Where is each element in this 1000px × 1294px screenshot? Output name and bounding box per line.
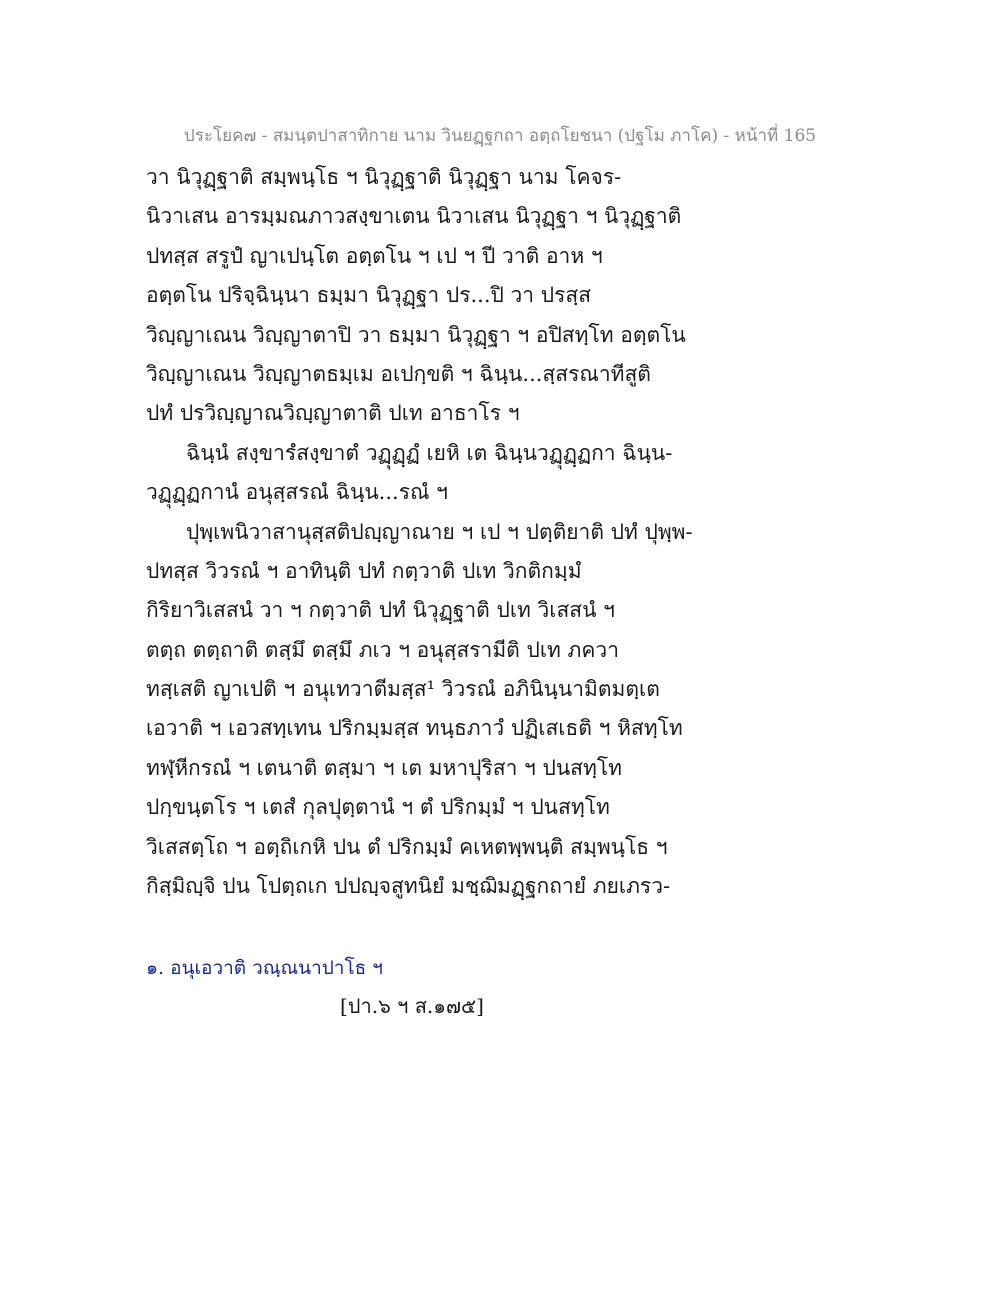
text-line-paragraph-start: ปุพฺเพนิวาสานุสฺสติปญฺญาณาย ฯ เป ฯ ปตฺติยาติ ปทํ ปุพฺพ- bbox=[186, 519, 693, 544]
text-line: ปทสฺส สรูปํ ญาเปนฺโต อตฺตโน ฯ เป ฯ ปี วาติ อาห ฯ bbox=[146, 243, 603, 268]
text-line: ทสฺเสติ ญาเปติ ฯ อนุเทวาตีมสฺส¹ วิวรณํ อภินินฺนามิตมตฺเต bbox=[146, 677, 660, 702]
footnote: ๑. อนุเอวาติ วณฺณนาปาโธ ฯ bbox=[146, 957, 383, 979]
text-line: กิสฺมิญฺจิ ปน โปตฺถเก ปปญฺจสูทนิยํ มชฺฌิมฏฺฐกถายํ ภยเภรว- bbox=[146, 874, 671, 899]
text-line: ปทํ ปรวิญฺญาณวิญฺญาตาติ ปเท อาธาโร ฯ bbox=[146, 401, 520, 426]
text-line: นิวาเสน อารมฺมณภาวสงฺขาเตน นิวาเสน นิวุฏฺฐา ฯ นิวุฏฺฐาติ bbox=[146, 204, 682, 229]
text-line: วิญฺญาเณน วิญฺญาตาปิ วา ธมฺมา นิวุฏฺฐา ฯ อปิสทฺโท อตฺตโน bbox=[146, 322, 686, 347]
text-line: วิเสสตฺโถ ฯ อตฺถิเกหิ ปน ตํ ปริกมฺมํ คเหตพฺพนฺติ สมฺพนฺโธ ฯ bbox=[146, 834, 668, 859]
page-header: ประโยค๗ - สมนฺตปาสาทิกาย นาม วินยฏฺฐกถา อตฺถโยชนา (ปฐโม ภาโค) - หน้าที่ 165 bbox=[183, 126, 817, 146]
text-line: ปทสฺส วิวรณํ ฯ อาทินฺติ ปทํ กตฺวาติ ปเท วิกติกมฺมํ bbox=[146, 558, 582, 583]
text-line: ทฬฺหีกรณํ ฯ เตนาติ ตสฺมา ฯ เต มหาปุริสา ฯ ปนสทฺโท bbox=[146, 755, 622, 780]
text-line: วิญฺญาเณน วิญฺญาตธมฺเม อเปกฺขติ ฯ ฉินฺน...สฺสรณาทีสูติ bbox=[146, 361, 651, 386]
text-line: เอวาติ ฯ เอวสทฺเทน ปริกมฺมสฺส ทนฺธภาวํ ปฏิเสเธติ ฯ หิสทฺโท bbox=[146, 716, 683, 741]
text-line: กิริยาวิเสสนํ วา ฯ กตฺวาติ ปทํ นิวุฏฺฐาติ ปเท วิเสสนํ ฯ bbox=[146, 598, 615, 623]
text-line: ตตฺถ ตตฺถาติ ตสฺมึ ตสฺมึ ภเว ฯ อนุสฺสรามีติ ปเท ภควา bbox=[146, 637, 619, 662]
text-line: วฏุฏฺฏกานํ อนุสฺสรณํ ฉินฺน...รณํ ฯ bbox=[146, 480, 448, 505]
text-line: อตฺตโน ปริจฺฉินฺนา ธมฺมา นิวุฏฺฐา ปร...ปิ วา ปรสฺส bbox=[146, 283, 592, 308]
page-reference: [ปา.๖ ฯ ส.๑๗๕] bbox=[340, 994, 484, 1018]
text-line: วา นิวุฏฺฐาติ สมฺพนฺโธ ฯ นิวุฏฺฐาติ นิวุฏฺฐา นาม โคจร- bbox=[146, 165, 622, 189]
body-text bbox=[146, 158, 866, 906]
text-line: ปกฺขนฺตโร ฯ เตสํ กุลปุตฺตานํ ฯ ตํ ปริกมฺมํ ฯ ปนสทฺโท bbox=[146, 795, 610, 820]
text-line-paragraph-start: ฉินฺนํ สงฺขารํสงฺขาตํ วฏุฏฺฏํ เยหิ เต ฉินฺนวฏุฏฺฏกา ฉินฺน- bbox=[186, 440, 673, 465]
